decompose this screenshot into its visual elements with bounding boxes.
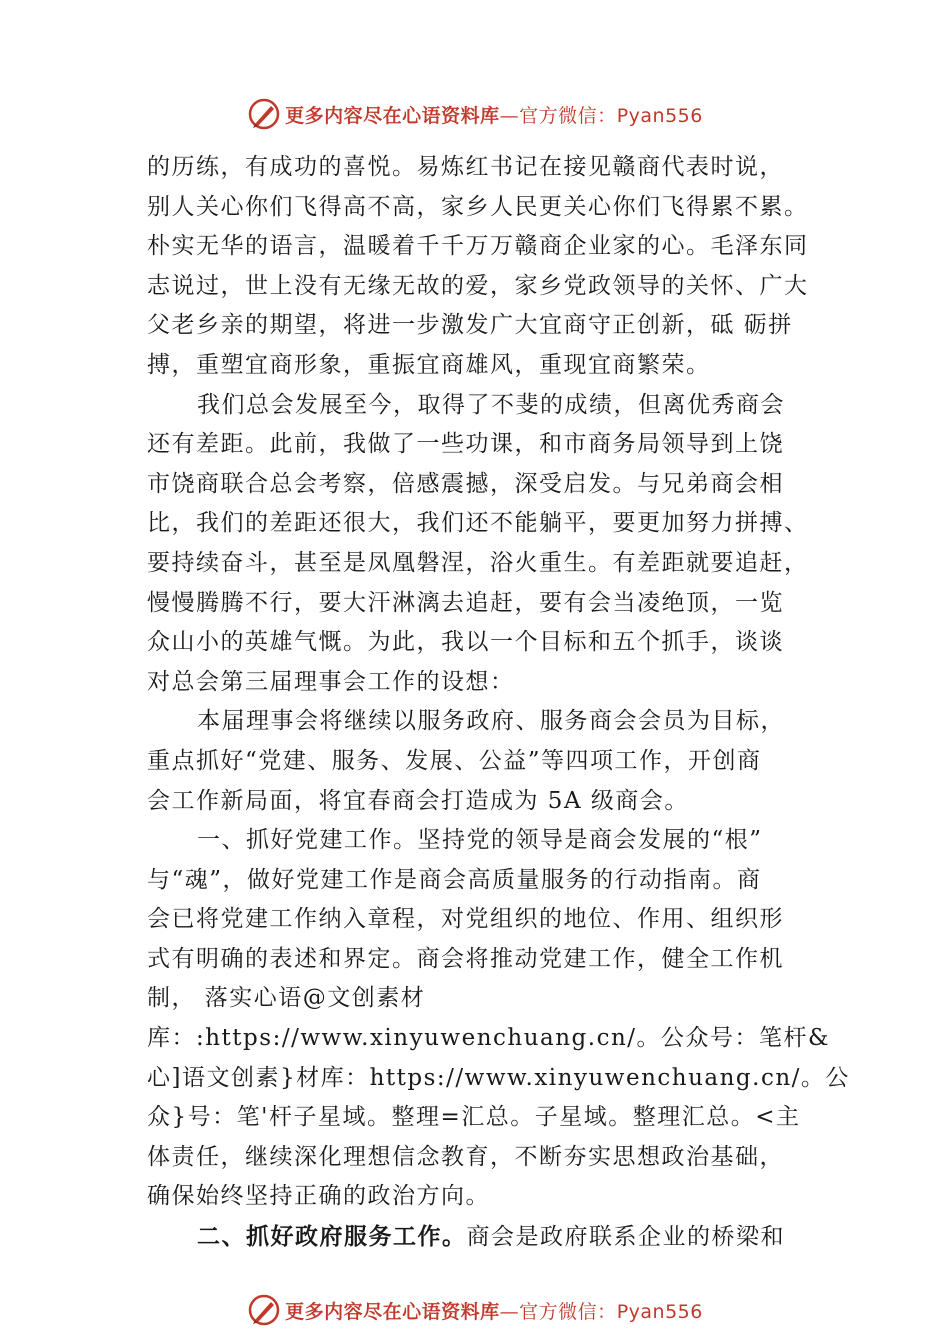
text-line-10: 比，我们的差距还很大，我们还不能躺平，要更加努力拼搏、	[147, 510, 809, 537]
text-line-26: 体责任，继续深化理想信念教育，不断夯实思想政治基础，	[147, 1143, 784, 1170]
text-line-23: 库：:https://www.xinyuwenchuang.cn/。公众号：笔杆&	[147, 1025, 831, 1052]
text-line-3: 朴实无华的语言，温暖着千千万万赣商企业家的心。毛泽东同	[147, 233, 809, 260]
pen-logo-icon	[247, 97, 281, 131]
text-line-7: 我们总会发展至今，取得了不斐的成绩，但离优秀商会	[197, 391, 785, 418]
text-line-8: 还有差距。此前，我做了一些功课，和市商务局领导到上饶	[147, 431, 784, 458]
text-line-5: 父老乡亲的期望，将进一步激发广大宜商守正创新，砥 砺拼	[147, 312, 793, 339]
footer-wechat-id: Pyan556	[616, 1300, 703, 1323]
header-brand: 更多内容尽在心语资料库	[285, 104, 500, 127]
text-line-20: 会已将党建工作纳入章程，对党组织的地位、作用、组织形	[147, 906, 784, 933]
pen-logo-icon	[247, 1293, 281, 1327]
header-banner-text	[285, 101, 703, 128]
footer-banner-text	[285, 1297, 703, 1324]
text-line-15: 本届理事会将继续以服务政府、服务商会会员为目标，	[197, 708, 785, 735]
header-banner	[0, 94, 950, 134]
footer-wechat-label: 官方微信：	[519, 1300, 617, 1323]
header-wechat-label: 官方微信：	[519, 104, 617, 127]
text-line-28	[147, 1217, 837, 1257]
footer-banner	[0, 1290, 950, 1330]
text-line-1: 的历练，有成功的喜悦。易炼红书记在接见赣商代表时说，	[147, 154, 784, 180]
text-line-2: 别人关心你们飞得高不高，家乡人民更关心你们飞得累不累。	[147, 193, 809, 220]
text-line-25: 众}号：笔'杆子星域。整理=汇总。子星域。整理汇总。<主	[147, 1104, 801, 1131]
text-line-4: 志说过，世上没有无缘无故的爱，家乡党政领导的关怀、广大	[147, 272, 809, 299]
document-body	[147, 148, 850, 1257]
text-line-24: 心]语文创素}材库：https://www.xinyuwenchuang.cn/。公	[147, 1064, 850, 1091]
text-line-9: 市饶商联合总会考察，倍感震撼，深受启发。与兄弟商会相	[147, 470, 784, 497]
header-wechat-id: Pyan556	[616, 104, 703, 127]
section-heading: 二、抓好政府服务工作。	[197, 1223, 467, 1251]
text-line-13: 众山小的英雄气慨。为此，我以一个目标和五个抓手，谈谈	[147, 629, 784, 656]
text-line-12: 慢慢腾腾不行，要大汗淋漓去追赶，要有会当凌绝顶，一览	[147, 589, 784, 616]
section-text: 商会是政府联系企业的桥梁和	[466, 1224, 785, 1251]
text-line-11: 要持续奋斗，甚至是凤凰磐涅，浴火重生。有差距就要追赶，	[147, 549, 809, 576]
text-line-16: 重点抓好“党建、服务、发展、公益”等四项工作，开创商	[147, 747, 762, 774]
text-line-6: 搏，重塑宜商形象，重振宜商雄风，重现宜商繁荣。	[147, 351, 711, 378]
text-line-19: 与“魂”，做好党建工作是商会高质量服务的行动指南。商	[147, 866, 762, 893]
header-separator: —	[499, 104, 520, 127]
text-line-27: 确保始终坚持正确的政治方向。	[147, 1183, 490, 1210]
text-line-22: 制， 落实心语@文创素材	[147, 985, 426, 1012]
footer-brand: 更多内容尽在心语资料库	[285, 1300, 500, 1323]
text-line-18: 一、抓好党建工作。坚持党的领导是商会发展的“根”	[197, 827, 763, 854]
footer-separator: —	[499, 1300, 520, 1323]
text-line-21: 式有明确的表述和界定。商会将推动党建工作，健全工作机	[147, 945, 784, 972]
text-line-17: 会工作新局面，将宜春商会打造成为 5A 级商会。	[147, 787, 689, 814]
text-line-14: 对总会第三届理事会工作的设想：	[147, 668, 515, 695]
